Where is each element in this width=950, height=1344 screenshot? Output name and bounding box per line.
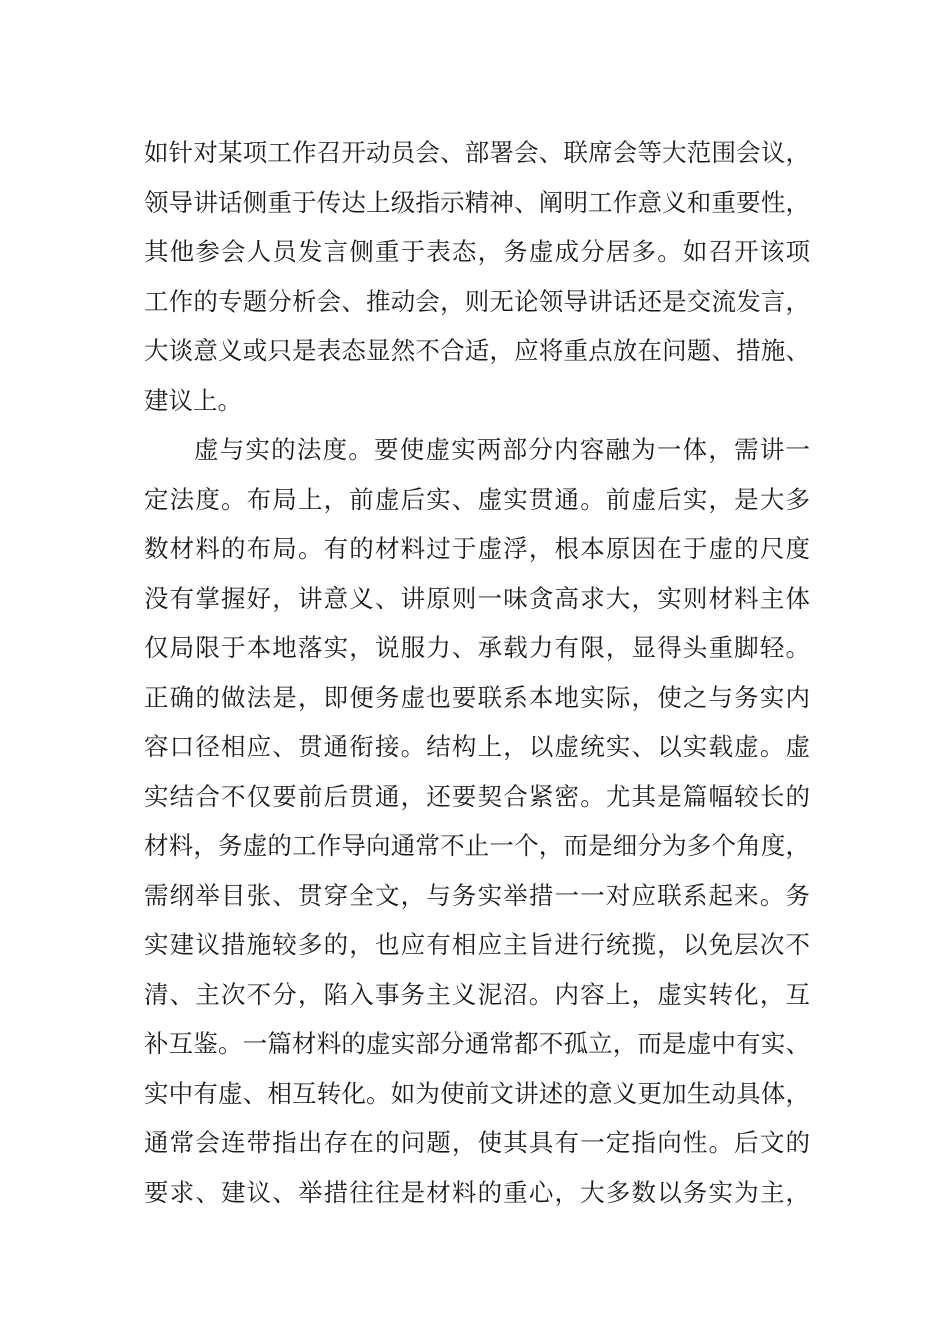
text-line: 没有掌握好，讲意义、讲原则一味贪高求大，实则材料主体: [144, 583, 810, 613]
text-line: 容口径相应、贯通衔接。结构上，以虚统实、以实载虚。虚: [144, 732, 810, 761]
text-line: 通常会连带指出存在的问题，使其具有一定指向性。后文的: [144, 1128, 810, 1157]
text-line: 实结合不仅要前后贯通，还要契合紧密。尤其是篇幅较长的: [144, 781, 810, 811]
text-line: 实建议措施较多的，也应有相应主旨进行统揽，以免层次不: [144, 930, 810, 959]
text-line: 建议上。: [144, 385, 242, 415]
text-line: 领导讲话侧重于传达上级指示精神、阐明工作意义和重要性，: [144, 187, 810, 217]
text-line: 要求、建议、举措往往是材料的重心，大多数以务实为主，: [144, 1177, 810, 1207]
text-line: 其他参会人员发言侧重于表态，务虚成分居多。如召开该项: [144, 237, 810, 266]
paragraph-1: [144, 128, 810, 425]
text-line: 补互鉴。一篇材料的虚实部分通常都不孤立，而是虚中有实、: [144, 1029, 810, 1058]
text-line: 工作的专题分析会、推动会，则无论领导讲话还是交流发言，: [144, 286, 810, 316]
paragraph-2: [144, 425, 810, 1217]
text-line: 需纲举目张、贯穿全文，与务实举措一一对应联系起来。务: [144, 880, 810, 910]
text-line: 定法度。布局上，前虚后实、虚实贯通。前虚后实，是大多: [144, 484, 810, 514]
text-line: 清、主次不分，陷入事务主义泥沼。内容上，虚实转化，互: [144, 979, 810, 1009]
text-line: 正确的做法是，即便务虚也要联系本地实际，使之与务实内: [144, 682, 810, 712]
text-line: 材料，务虚的工作导向通常不止一个，而是细分为多个角度，: [144, 831, 810, 860]
text-line: 实中有虚、相互转化。如为使前文讲述的意义更加生动具体，: [144, 1078, 810, 1108]
text-line: 数材料的布局。有的材料过于虚浮，根本原因在于虚的尺度: [144, 534, 810, 563]
text-line: 仅局限于本地落实，说服力、承载力有限，显得头重脚轻。: [144, 633, 810, 662]
text-line: 大谈意义或只是表态显然不合适，应将重点放在问题、措施、: [144, 336, 810, 365]
text-line: 如针对某项工作召开动员会、部署会、联席会等大范围会议，: [144, 138, 810, 167]
text-line: 虚与实的法度。要使虚实两部分内容融为一体，需讲一: [194, 435, 810, 464]
